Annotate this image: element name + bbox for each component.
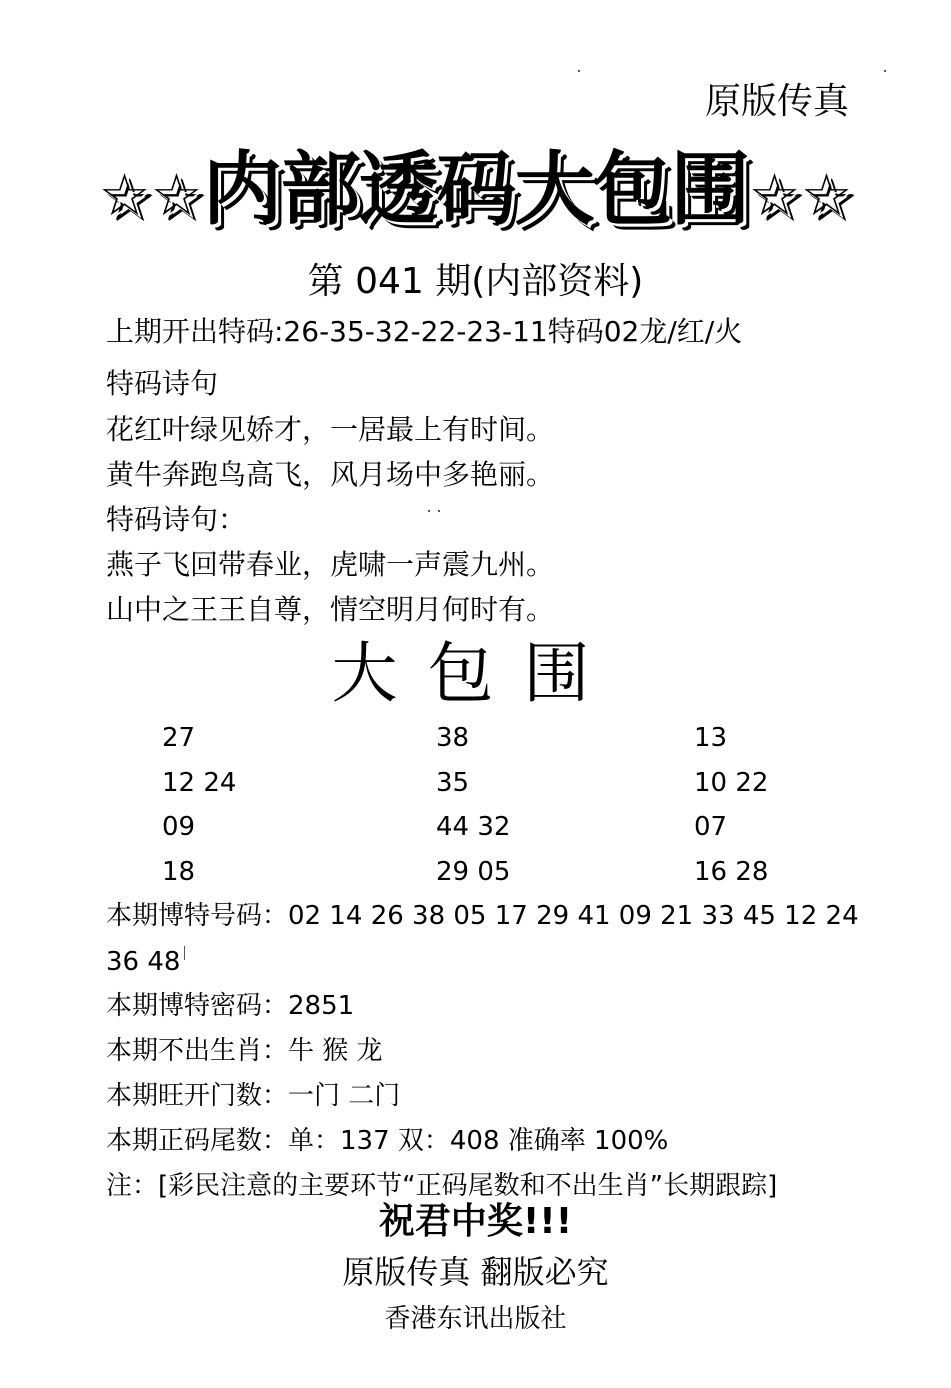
poem-line-3: 燕子飞回带春业，虎啸一声震九州。 [106, 548, 555, 581]
scan-speck [578, 70, 580, 72]
big-title: 大包围 [331, 635, 620, 712]
grid-cell: 18 [162, 857, 196, 887]
grid-cell: 16 28 [694, 857, 769, 887]
congrats: 祝君中奖!!! [378, 1201, 573, 1242]
last-issue-result: 上期开出特码:26-35-32-22-23-11特码02龙/红/火 [106, 315, 743, 348]
poem-line-2: 黄牛奔跑鸟高飞，风月场中多艳丽。 [106, 458, 555, 491]
grid-cell: 07 [694, 812, 728, 842]
original-fax-label: 原版传真 [705, 81, 850, 122]
grid-cell: 09 [162, 812, 196, 842]
poem-line-1: 花红叶绿见娇才，一居最上有时间。 [106, 413, 555, 446]
grid-cell: 38 [436, 723, 470, 753]
stars-left: ☆☆ [98, 161, 203, 230]
grid-cell: 29 05 [436, 857, 511, 887]
grid-cell: 12 24 [162, 768, 237, 798]
grid-cell: 35 [436, 768, 470, 798]
scan-speck [184, 946, 185, 960]
grid-cell: 10 22 [694, 768, 769, 798]
poem-label-1: 特码诗句 [106, 367, 219, 400]
scan-speck [428, 510, 430, 512]
poem-label-2: 特码诗句： [106, 503, 247, 536]
publisher: 香港东讯出版社 [384, 1304, 567, 1334]
tail-numbers: 本期正码尾数：单：137 双：408 准确率 100% [106, 1126, 669, 1156]
grid-cell: 13 [694, 723, 728, 753]
hot-gates: 本期旺开门数：一门 二门 [106, 1081, 401, 1111]
scan-speck [884, 70, 886, 72]
note: 注：[彩民注意的主要环节“正码尾数和不出生肖”长期跟踪] [106, 1171, 778, 1201]
stars-right: ☆☆ [748, 161, 853, 230]
scan-speck [438, 510, 440, 512]
grid-cell: 44 32 [436, 812, 511, 842]
main-title [0, 140, 951, 245]
main-title-text: 内部透码大包围 [202, 143, 749, 236]
poem-line-4: 山中之王王自尊，情空明月何时有。 [106, 593, 555, 626]
copyright-notice: 原版传真 翻版必究 [342, 1253, 609, 1291]
secret-code: 本期博特密码：2851 [106, 991, 355, 1021]
special-numbers-line-1: 本期博特号码：02 14 26 38 05 17 29 41 09 21 33 45 12 24 [106, 901, 859, 931]
grid-cell: 27 [162, 723, 196, 753]
no-zodiac: 本期不出生肖：牛 猴 龙 [106, 1036, 383, 1066]
special-numbers-line-2: 36 48 [106, 947, 181, 977]
issue-number: 第 041 期(内部资料) [307, 261, 644, 302]
